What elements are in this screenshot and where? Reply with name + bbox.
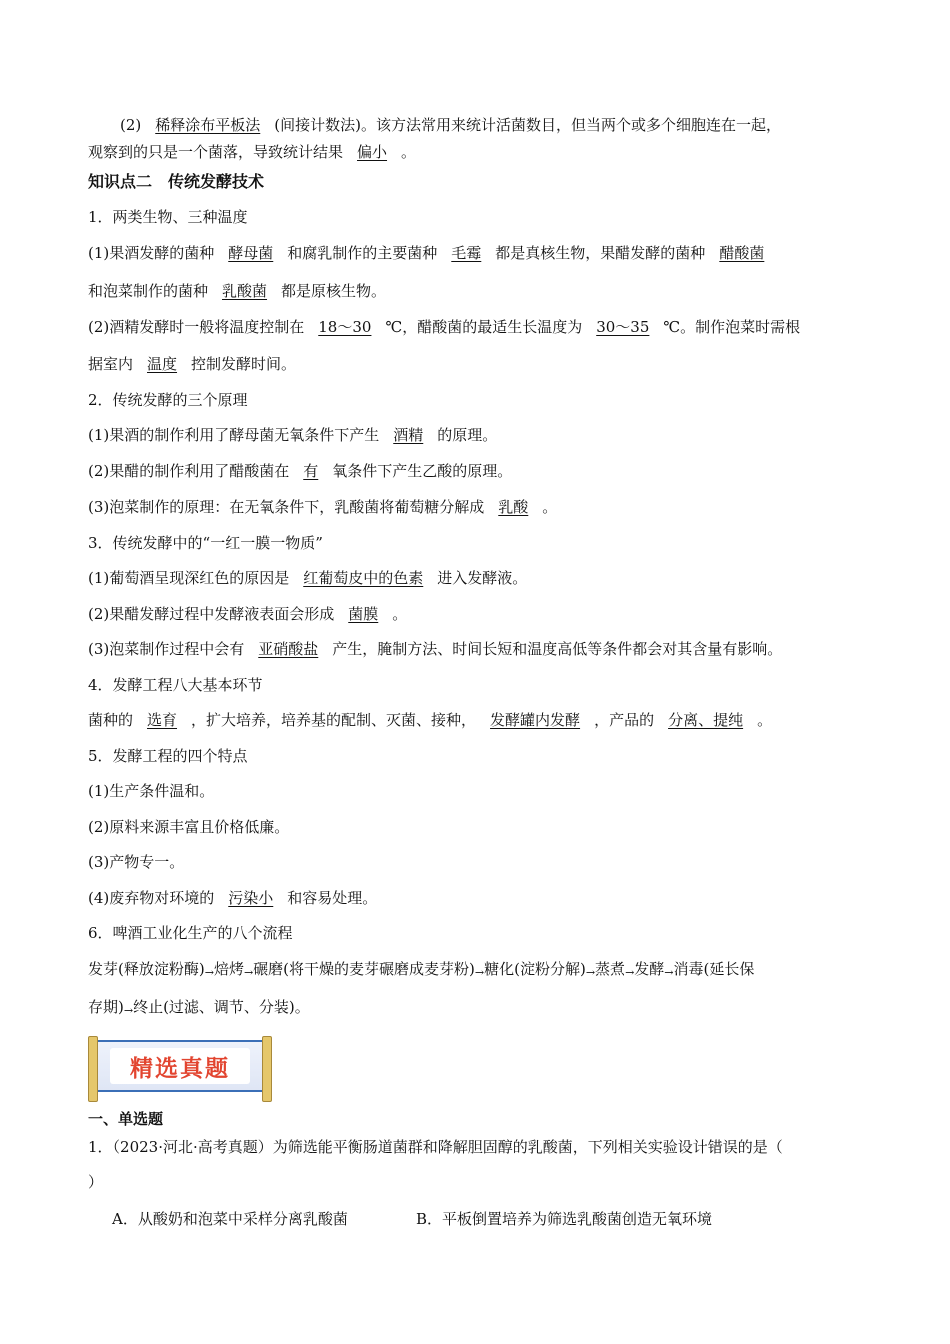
arrow-icon: → xyxy=(625,966,635,979)
paragraph-line: (2)酒精发酵时一般将温度控制在 18～30 ℃，醋酸菌的最适生长温度为 30～35 ℃。制作泡菜时需根 xyxy=(88,318,801,336)
subsection-title: 1．两类生物、三种温度 xyxy=(88,208,248,226)
answer-blank: 菌膜 xyxy=(348,605,379,623)
scroll-rod-icon xyxy=(88,1036,98,1102)
banner-title: 精选真题 xyxy=(130,1055,230,1082)
answer-blank: 酵母菌 xyxy=(228,244,274,262)
arrow-icon: → xyxy=(123,1004,134,1017)
option-b[interactable]: B．平板倒置培养为筛选乳酸菌创造无氧环境 xyxy=(416,1210,713,1228)
answer-blank: 有 xyxy=(303,462,319,480)
arrow-icon: → xyxy=(204,966,214,979)
answer-blank: 18～30 xyxy=(318,318,372,336)
paragraph-line: 存期)→终止(过滤、调节、分装)。 xyxy=(88,998,310,1017)
answer-blank: 红葡萄皮中的色素 xyxy=(303,569,424,587)
subsection-title: 6．啤酒工业化生产的八个流程 xyxy=(88,924,293,942)
paragraph-line: 菌种的 选育 ，扩大培养，培养基的配制、灭菌、接种， 发酵罐内发酵 ，产品的 分离、提纯 。 xyxy=(88,711,773,729)
answer-blank: 分离、提纯 xyxy=(668,711,744,729)
paragraph-line: (1)生产条件温和。 xyxy=(88,782,215,800)
answer-blank: 乳酸菌 xyxy=(222,282,268,300)
answer-blank: 亚硝酸盐 xyxy=(258,640,319,658)
question-stem: ） xyxy=(88,1173,104,1191)
arrow-icon: → xyxy=(474,966,485,979)
arrow-icon: → xyxy=(243,966,254,979)
answer-blank: 污染小 xyxy=(228,889,274,907)
paragraph-line: (3)泡菜制作过程中会有 亚硝酸盐 产生，腌制方法、时间长短和温度高低等条件都会对其含量有影响。 xyxy=(88,640,783,658)
option-a[interactable]: A．从酸奶和泡菜中采样分离乳酸菌 xyxy=(112,1210,348,1228)
section-banner xyxy=(92,1040,268,1092)
paragraph-line: (3)泡菜制作的原理：在无氧条件下，乳酸菌将葡萄糖分解成 乳酸 。 xyxy=(88,498,558,516)
paragraph-line: 据室内 温度 控制发酵时间。 xyxy=(88,355,297,373)
paragraph-line: 发芽(释放淀粉酶)→焙烤→碾磨(将干燥的麦芽碾磨成麦芽粉)→糖化(淀粉分解)→蒸煮→发酵→消毒(延长保 xyxy=(88,960,755,979)
paragraph-line: (2)果醋发酵过程中发酵液表面会形成 菌膜 。 xyxy=(88,605,408,623)
answer-blank: 30～35 xyxy=(596,318,650,336)
arrow-icon: → xyxy=(664,966,674,979)
paragraph-line: 和泡菜制作的菌种 乳酸菌 都是原核生物。 xyxy=(88,282,387,300)
question-stem: 1．（2023·河北·高考真题）为筛选能平衡肠道菌群和降解胆固醇的乳酸菌，下列相关实验设计错误的是（ xyxy=(88,1138,783,1156)
paragraph-line: (2) 稀释涂布平板法 (间接计数法)。该方法常用来统计活菌数目，但当两个或多个细胞连在一起， xyxy=(120,116,781,134)
answer-blank: 酒精 xyxy=(393,426,424,444)
subsection-title: 3．传统发酵中的“一红一膜一物质” xyxy=(88,534,323,552)
scroll-rod-icon xyxy=(262,1036,272,1102)
answer-blank: 发酵罐内发酵 xyxy=(490,711,581,729)
paragraph-line: 观察到的只是一个菌落，导致统计结果 偏小 。 xyxy=(88,143,417,161)
answer-blank: 选育 xyxy=(147,711,178,729)
section-heading: 知识点二 传统发酵技术 xyxy=(88,172,265,191)
paragraph-line: (2)果醋的制作利用了醋酸菌在 有 氧条件下产生乙酸的原理。 xyxy=(88,462,513,480)
subsection-title: 2．传统发酵的三个原理 xyxy=(88,391,248,409)
paragraph-line: (4)废弃物对环境的 污染小 和容易处理。 xyxy=(88,889,378,907)
answer-blank: 偏小 xyxy=(357,143,388,161)
paragraph-line: (3)产物专一。 xyxy=(88,853,185,871)
answer-blank: 稀释涂布平板法 xyxy=(155,116,261,134)
paragraph-line: (1)葡萄酒呈现深红色的原因是 红葡萄皮中的色素 进入发酵液。 xyxy=(88,569,528,587)
paragraph-line: (2)原料来源丰富且价格低廉。 xyxy=(88,818,290,836)
subsection-title: 4．发酵工程八大基本环节 xyxy=(88,676,263,694)
answer-blank: 温度 xyxy=(147,355,178,373)
subsection-title: 5．发酵工程的四个特点 xyxy=(88,747,248,765)
answer-blank: 醋酸菌 xyxy=(719,244,765,262)
answer-blank: 乳酸 xyxy=(498,498,529,516)
paragraph-line: (1)果酒发酵的菌种 酵母菌 和腐乳制作的主要菌种 毛霉 都是真核生物，果醋发酵的菌种 醋酸菌 xyxy=(88,242,778,264)
paragraph-line: (1)果酒的制作利用了酵母菌无氧条件下产生 酒精 的原理。 xyxy=(88,426,498,444)
arrow-icon: → xyxy=(585,966,596,979)
answer-blank: 毛霉 xyxy=(451,244,482,262)
question-section-title: 一、单选题 xyxy=(88,1110,164,1128)
